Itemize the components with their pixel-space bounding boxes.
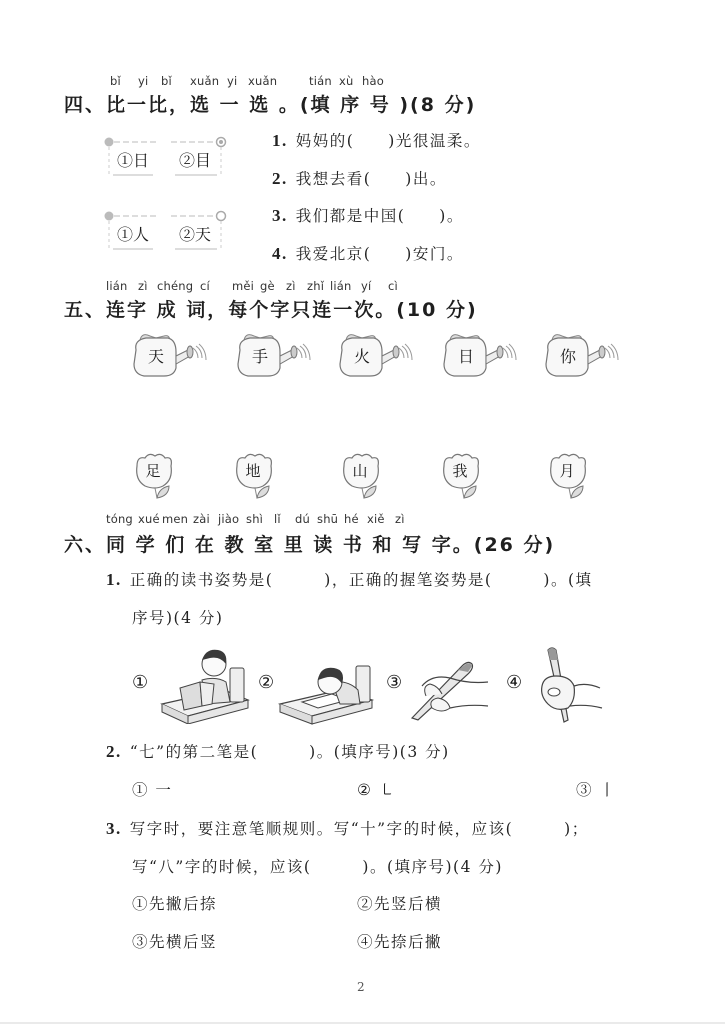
- pinyin-syllable: tián: [309, 74, 332, 88]
- pinyin-syllable: lǐ: [274, 512, 281, 526]
- option-6-3-2: ②先竖后横: [357, 895, 443, 913]
- character: 手: [251, 347, 268, 366]
- pinyin-syllable: shū: [317, 512, 339, 526]
- flower-card[interactable]: [340, 452, 384, 502]
- question-4-1: 1. 妈妈的( )光很温柔。: [272, 131, 481, 150]
- pinyin-syllable: xué: [138, 512, 160, 526]
- image-label-4: ④: [506, 672, 523, 693]
- option-6-2-3: ③ 丨: [576, 781, 617, 799]
- pinyin-syllable: lián: [330, 279, 352, 293]
- watering-can-card[interactable]: [542, 330, 622, 380]
- pinyin-syllable: zì: [395, 512, 405, 526]
- option-box-2: [103, 208, 227, 252]
- flower-card[interactable]: [133, 452, 177, 502]
- pinyin-syllable: cí: [200, 279, 210, 293]
- question-4-4: 4. 我爱北京( )安门。: [272, 244, 464, 263]
- pinyin-syllable: tóng: [106, 512, 133, 526]
- question-6-3-line2: 写“八”字的时候，应该( )。(填序号)(4 分): [132, 858, 503, 876]
- image-label-1: ①: [132, 672, 149, 693]
- page-number: 2: [357, 980, 365, 994]
- watering-can-card[interactable]: [234, 330, 314, 380]
- character: 日: [457, 347, 474, 366]
- option-1: ①人: [117, 225, 150, 244]
- pinyin-syllable: shì: [246, 512, 264, 526]
- pinyin-syllable: chéng: [157, 279, 194, 293]
- character: 山: [352, 462, 368, 480]
- pinyin-syllable: yí: [361, 279, 372, 293]
- pinyin-syllable: gè: [260, 279, 275, 293]
- pinyin-syllable: jiào: [218, 512, 240, 526]
- pinyin-syllable: xuǎn: [190, 74, 220, 88]
- option-6-3-4: ④先捺后撇: [357, 933, 443, 951]
- option-6-2-2: ② ㇄: [357, 781, 396, 799]
- pinyin-syllable: xuǎn: [248, 74, 278, 88]
- pinyin-syllable: hào: [362, 74, 384, 88]
- pinyin-syllable: bǐ: [110, 74, 121, 88]
- question-6-2: 2. “七”的第二笔是( )。(填序号)(3 分): [106, 742, 450, 761]
- image-label-3: ③: [386, 672, 403, 693]
- pinyin-syllable: zhǐ: [307, 279, 325, 293]
- boy-reading-slouched-icon: [276, 660, 378, 726]
- flower-card[interactable]: [440, 452, 484, 502]
- boy-reading-upright-icon: [152, 642, 252, 724]
- question-4-2: 2. 我想去看( )出。: [272, 169, 447, 188]
- character: 足: [145, 462, 161, 480]
- watering-can-card[interactable]: [336, 330, 416, 380]
- option-2: ②目: [179, 151, 212, 170]
- flower-card[interactable]: [233, 452, 277, 502]
- character: 月: [559, 462, 575, 480]
- character: 我: [452, 462, 468, 480]
- question-6-1-line1: 1. 正确的读书姿势是( )，正确的握笔姿势是( )。(填: [106, 570, 593, 589]
- watering-can-card[interactable]: [440, 330, 520, 380]
- option-2: ②天: [179, 225, 212, 244]
- pinyin-syllable: zì: [286, 279, 296, 293]
- pinyin-syllable: hé: [344, 512, 359, 526]
- character: 火: [353, 347, 370, 366]
- question-4-3: 3. 我们都是中国( )。: [272, 206, 464, 225]
- pinyin-syllable: bǐ: [161, 74, 172, 88]
- flower-card[interactable]: [547, 452, 591, 502]
- section-6-heading: 六、同 学 们 在 教 室 里 读 书 和 写 字。(26 分): [64, 534, 556, 556]
- section-5-heading: 五、连字 成 词，每个字只连一次。(10 分): [64, 299, 478, 321]
- section-4-heading: 四、比一比，选 一 选 。(填 序 号 )(8 分): [64, 94, 477, 116]
- pinyin-syllable: měi: [232, 279, 255, 293]
- option-6-3-3: ③先横后竖: [132, 933, 218, 951]
- pinyin-syllable: cì: [388, 279, 398, 293]
- option-1: ①日: [117, 151, 150, 170]
- pinyin-syllable: xù: [339, 74, 354, 88]
- incorrect-pen-grip-icon: [538, 646, 604, 726]
- option-6-3-1: ①先撇后捺: [132, 895, 218, 913]
- pinyin-syllable: zì: [138, 279, 148, 293]
- pinyin-syllable: yi: [227, 74, 238, 88]
- character: 地: [245, 462, 261, 480]
- image-label-2: ②: [258, 672, 275, 693]
- correct-pen-grip-icon: [408, 656, 494, 722]
- character: 天: [147, 347, 164, 366]
- option-6-2-1: ① 一: [132, 781, 173, 799]
- option-box-1: [103, 134, 227, 178]
- pinyin-syllable: xiě: [367, 512, 385, 526]
- pinyin-syllable: dú: [295, 512, 310, 526]
- pinyin-syllable: yi: [138, 74, 149, 88]
- watering-can-card[interactable]: [130, 330, 210, 380]
- character: 你: [559, 347, 576, 366]
- pinyin-syllable: zài: [193, 512, 210, 526]
- pinyin-syllable: men: [162, 512, 189, 526]
- question-6-1-line2: 序号)(4 分): [132, 609, 224, 627]
- pinyin-syllable: lián: [106, 279, 128, 293]
- question-6-3-line1: 3. 写字时，要注意笔顺规则。写“十”字的时候，应该( )；: [106, 819, 589, 838]
